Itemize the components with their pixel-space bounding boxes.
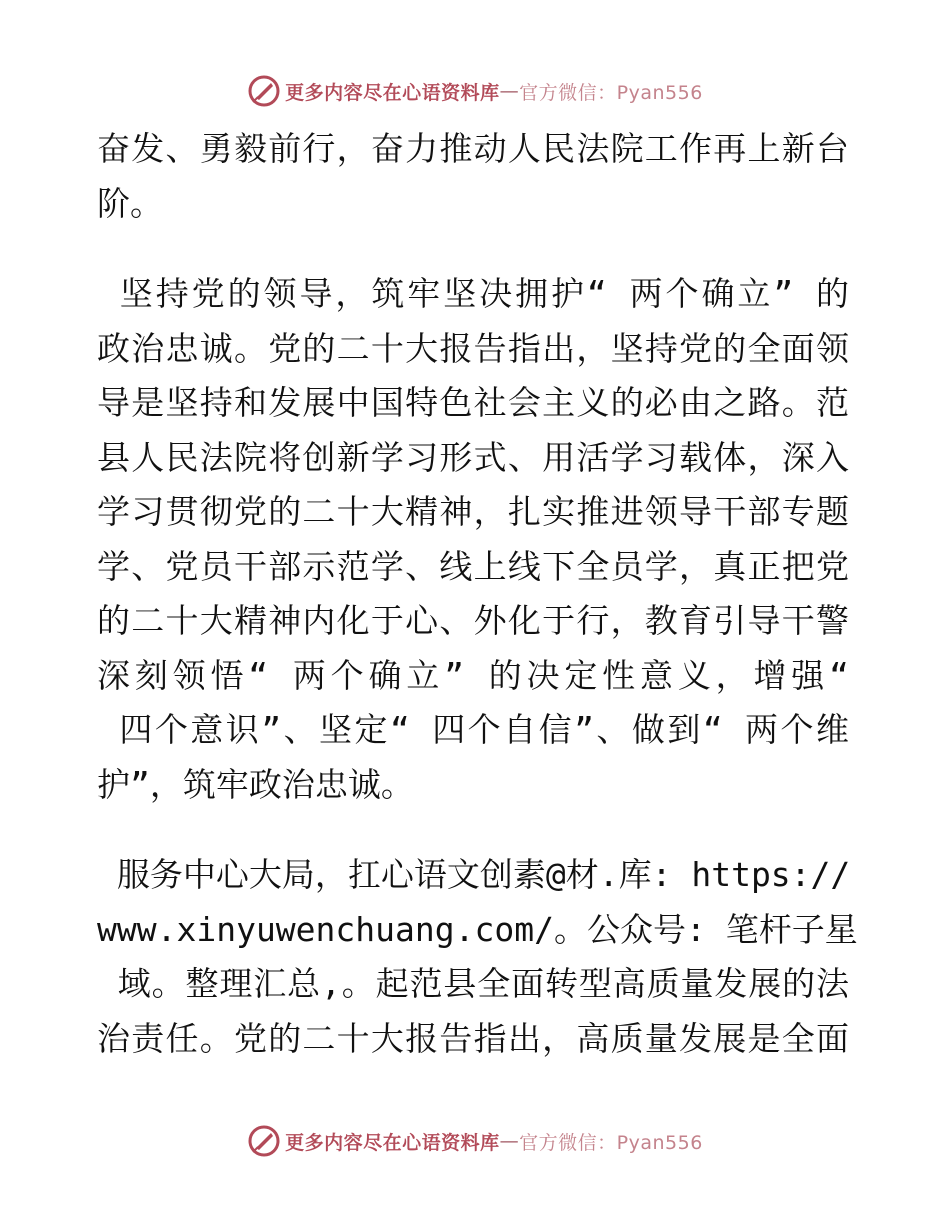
- text-line: 的二十大精神内化于心、外化于行，教育引导干警: [97, 601, 849, 640]
- footer-watermark-banner: [0, 1121, 950, 1161]
- watermark-wechat-text: 官方微信：Pyan556: [519, 1131, 703, 1154]
- watermark-wechat-text: 官方微信：Pyan556: [519, 81, 703, 104]
- text-line: 治责任。党的二十大报告指出，高质量发展是全面: [97, 1018, 849, 1058]
- quill-logo-icon: [247, 1124, 281, 1158]
- paragraph-3: [97, 848, 858, 1066]
- text-line: 深刻领悟“ 两个确立” 的决定性意义，增强“: [97, 655, 849, 695]
- quill-logo-icon: [247, 74, 281, 108]
- text-line: 阶。: [97, 183, 163, 223]
- text-line: 四个意识”、坚定“ 四个自信”、做到“ 两个维: [97, 710, 849, 749]
- text-line: www.xinyuwenchuang.com/。公众号: 笔杆子星: [97, 909, 858, 949]
- watermark-brand-text: 更多内容尽在心语资料库: [285, 81, 500, 104]
- header-watermark-banner: [0, 71, 950, 111]
- text-line: 县人民法院将创新学习形式、用活学习载体，深入: [97, 437, 849, 477]
- text-line: 服务中心大局，扛心语文创素@材.库: https://: [97, 855, 851, 894]
- text-line: 学、党员干部示范学、线上线下全员学，真正把党: [97, 546, 849, 586]
- text-line: 学习贯彻党的二十大精神，扎实推进领导干部专题: [97, 492, 849, 531]
- text-line: 坚持党的领导，筑牢坚决拥护“ 两个确立” 的: [97, 274, 849, 313]
- paragraph-1: [97, 122, 849, 231]
- text-line: 奋发、勇毅前行，奋力推动人民法院工作再上新台: [97, 129, 849, 168]
- text-line: 域。整理汇总,。起范县全面转型高质量发展的法: [97, 964, 849, 1003]
- paragraph-2: [97, 267, 849, 812]
- watermark-separator: —: [499, 80, 520, 102]
- watermark-separator: —: [499, 1130, 520, 1152]
- document-body: [97, 122, 858, 1066]
- text-line: 导是坚持和发展中国特色社会主义的必由之路。范: [97, 383, 849, 422]
- text-line: 政治忠诚。党的二十大报告指出，坚持党的全面领: [97, 328, 849, 368]
- watermark-brand-text: 更多内容尽在心语资料库: [285, 1131, 500, 1154]
- text-line: 护”，筑牢政治忠诚。: [97, 764, 414, 804]
